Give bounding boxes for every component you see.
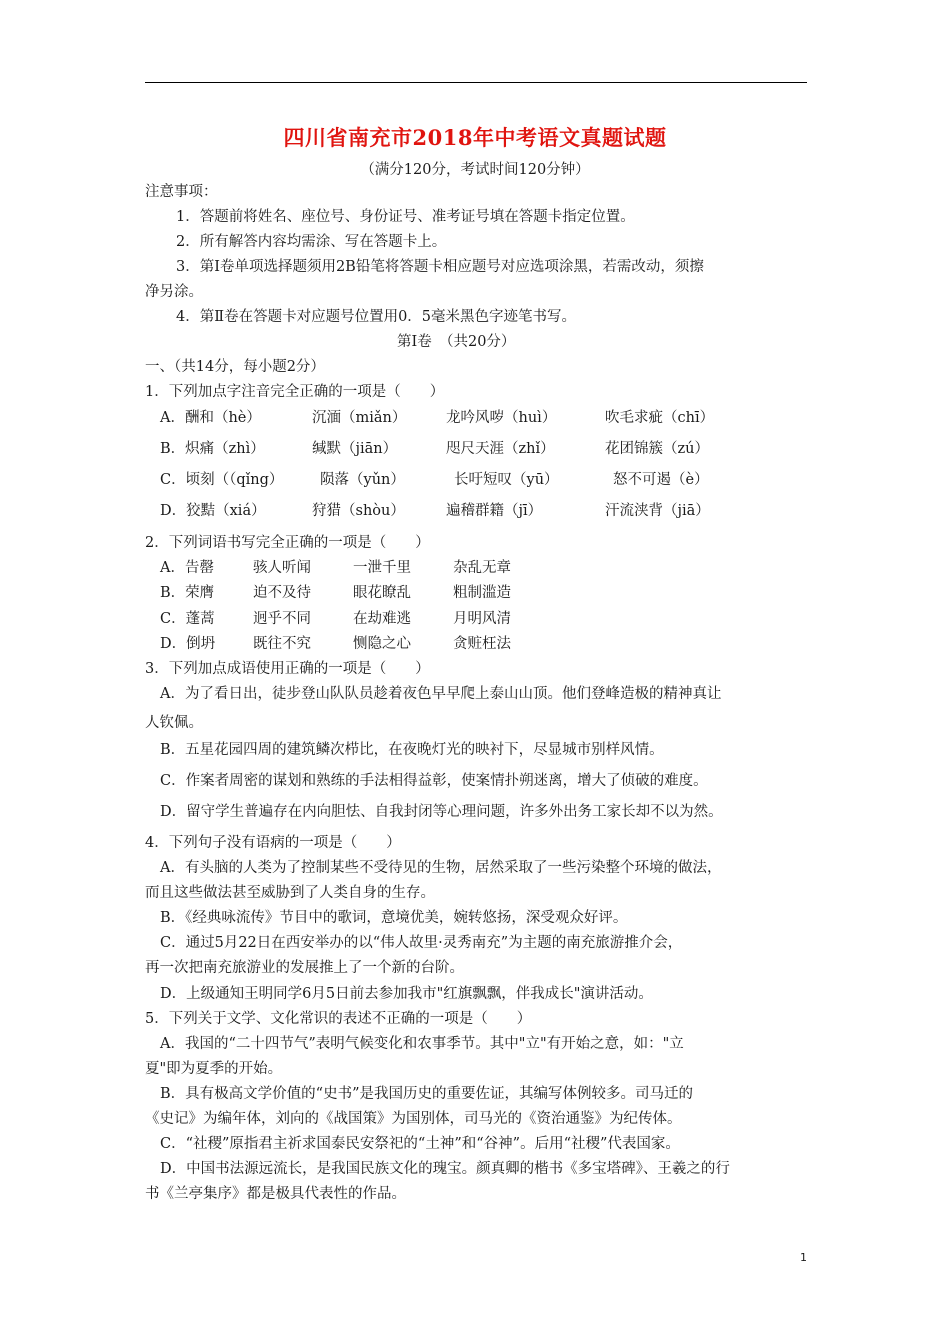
q2-stem: 2．下列词语书写完全正确的一项是（ ）	[145, 535, 430, 551]
q1-option: 缄默（jiān）	[312, 441, 398, 457]
q1-stem: 1．下列加点字注音完全正确的一项是（ ）	[145, 384, 445, 400]
q2-option: 恻隐之心	[353, 636, 411, 652]
q3-line: D．留守学生普遍存在内向胆怯、自我封闭等心理问题，许多外出务工家长却不以为然。	[160, 804, 723, 820]
note-item-4: 4．第Ⅱ卷在答题卡对应题号位置用0．5毫米黑色字迹笔书写。	[176, 309, 577, 325]
q2-option: 在劫难逃	[353, 611, 411, 627]
q3-line: 人钦佩。	[145, 715, 203, 731]
notes-heading: 注意事项：	[145, 184, 218, 200]
q1-option: 陨落（yǔn）	[320, 472, 405, 488]
q5-stem: 5．下列关于文学、文化常识的表述不正确的一项是（ ）	[145, 1011, 532, 1027]
q1-option: 怒不可遏（è）	[613, 472, 709, 488]
q1-option: 龙吟风哕（huì）	[446, 410, 557, 426]
q5-line: 书《兰亭集序》都是极具代表性的作品。	[145, 1186, 406, 1202]
q2-option: 既往不究	[253, 636, 311, 652]
q5-line: D．中国书法源远流长，是我国民族文化的瑰宝。颜真卿的楷书《多宝塔碑》、王羲之的行	[160, 1161, 730, 1177]
q5-line: A．我国的“二十四节气”表明气候变化和农事季节。其中"立"有开始之意，如："立	[160, 1036, 684, 1052]
q2-option: 一泄千里	[353, 560, 411, 576]
section-heading: 第Ⅰ卷 （共20分）	[397, 334, 516, 350]
note-item-2: 2．所有解答内容均需涂、写在答题卡上。	[176, 234, 447, 250]
q2-option: D．倒坍	[160, 636, 216, 652]
q1-option: 汗流浃背（jiā）	[605, 503, 710, 519]
q3-stem: 3．下列加点成语使用正确的一项是（ ）	[145, 661, 430, 677]
q1-option: B．炽痛（zhì）	[160, 441, 265, 457]
note-item-1: 1．答题前将姓名、座位号、身份证号、准考证号填在答题卡指定位置。	[176, 209, 635, 225]
q1-option: A．酬和（hè）	[160, 410, 261, 426]
q2-option: 迥乎不同	[253, 611, 311, 627]
q2-option: 月明风清	[453, 611, 511, 627]
page-number: 1	[800, 1251, 807, 1264]
q2-option: 迫不及待	[253, 585, 311, 601]
q4-line: D．上级通知王明同学6月5日前去参加我市"红旗飘飘，伴我成长"演讲活动。	[160, 986, 653, 1002]
q2-option: A．告罄	[160, 560, 214, 576]
q1-option: 遍稽群籍（jī）	[446, 503, 543, 519]
part-heading: 一、（共14分，每小题2分）	[145, 359, 325, 375]
q4-stem: 4．下列句子没有语病的一项是（ ）	[145, 835, 401, 851]
q2-option: 眼花瞭乱	[353, 585, 411, 601]
note-item-3: 3．第Ⅰ卷单项选择题须用2B铅笔将答题卡相应题号对应选项涂黑，若需改动，须擦	[176, 259, 704, 275]
q5-line: 夏"即为夏季的开始。	[145, 1061, 283, 1077]
q2-option: 杂乱无章	[453, 560, 511, 576]
q5-line: B．具有极高文学价值的“史书”是我国历史的重要佐证，其编写体例较多。司马迁的	[160, 1086, 693, 1102]
q5-line: C．“社稷”原指君主祈求国泰民安祭祀的“土神”和“谷神”。后用“社稷”代表国家。	[160, 1136, 680, 1152]
q1-option: 吹毛求疵（chī）	[605, 410, 715, 426]
q1-option: C．顷刻（（qǐng）	[160, 472, 284, 488]
q4-line: B．《经典咏流传》节目中的歌词，意境优美，婉转悠扬，深受观众好评。	[160, 910, 628, 926]
q2-option: C．蓬蒿	[160, 611, 215, 627]
document-subtitle: （满分120分，考试时间120分钟）	[360, 162, 590, 178]
q1-option: 花团锦簇（zú）	[605, 441, 709, 457]
header-rule	[145, 82, 807, 83]
q1-option: 咫尺天涯（zhǐ）	[446, 441, 555, 457]
q3-line: A．为了看日出，徒步登山队队员趁着夜色早早爬上泰山山顶。他们登峰造极的精神真让	[160, 686, 722, 702]
q4-line: 而且这些做法甚至威胁到了人类自身的生存。	[145, 885, 435, 901]
q3-line: C．作案者周密的谋划和熟练的手法相得益彰，使案情扑朔迷离，增大了侦破的难度。	[160, 773, 708, 789]
q5-line: 《史记》为编年体，刘向的《战国策》为国别体，司马光的《资治通鉴》为纪传体。	[145, 1111, 682, 1127]
q2-option: B．荣膺	[160, 585, 215, 601]
q1-option: 狩猎（shòu）	[312, 503, 405, 519]
q2-option: 贪赃枉法	[453, 636, 511, 652]
document-title: 四川省南充市2018年中考语文真题试题	[283, 125, 667, 150]
q1-option: D．狡黠（xiá）	[160, 503, 266, 519]
q2-option: 骇人听闻	[253, 560, 311, 576]
q3-line: B．五星花园四周的建筑鳞次栉比，在夜晚灯光的映衬下，尽显城市别样风情。	[160, 742, 664, 758]
q4-line: 再一次把南充旅游业的发展推上了一个新的台阶。	[145, 960, 464, 976]
note-item-3-cont: 净另涂。	[145, 284, 203, 300]
q2-option: 粗制滥造	[453, 585, 511, 601]
q4-line: A．有头脑的人类为了控制某些不受待见的生物，居然采取了一些污染整个环境的做法，	[160, 860, 722, 876]
q1-option: 长吁短叹（yū）	[454, 472, 559, 488]
q4-line: C．通过5月22日在西安举办的以“伟人故里·灵秀南充”为主题的南充旅游推介会，	[160, 935, 683, 951]
q1-option: 沉湎（miǎn）	[312, 410, 407, 426]
